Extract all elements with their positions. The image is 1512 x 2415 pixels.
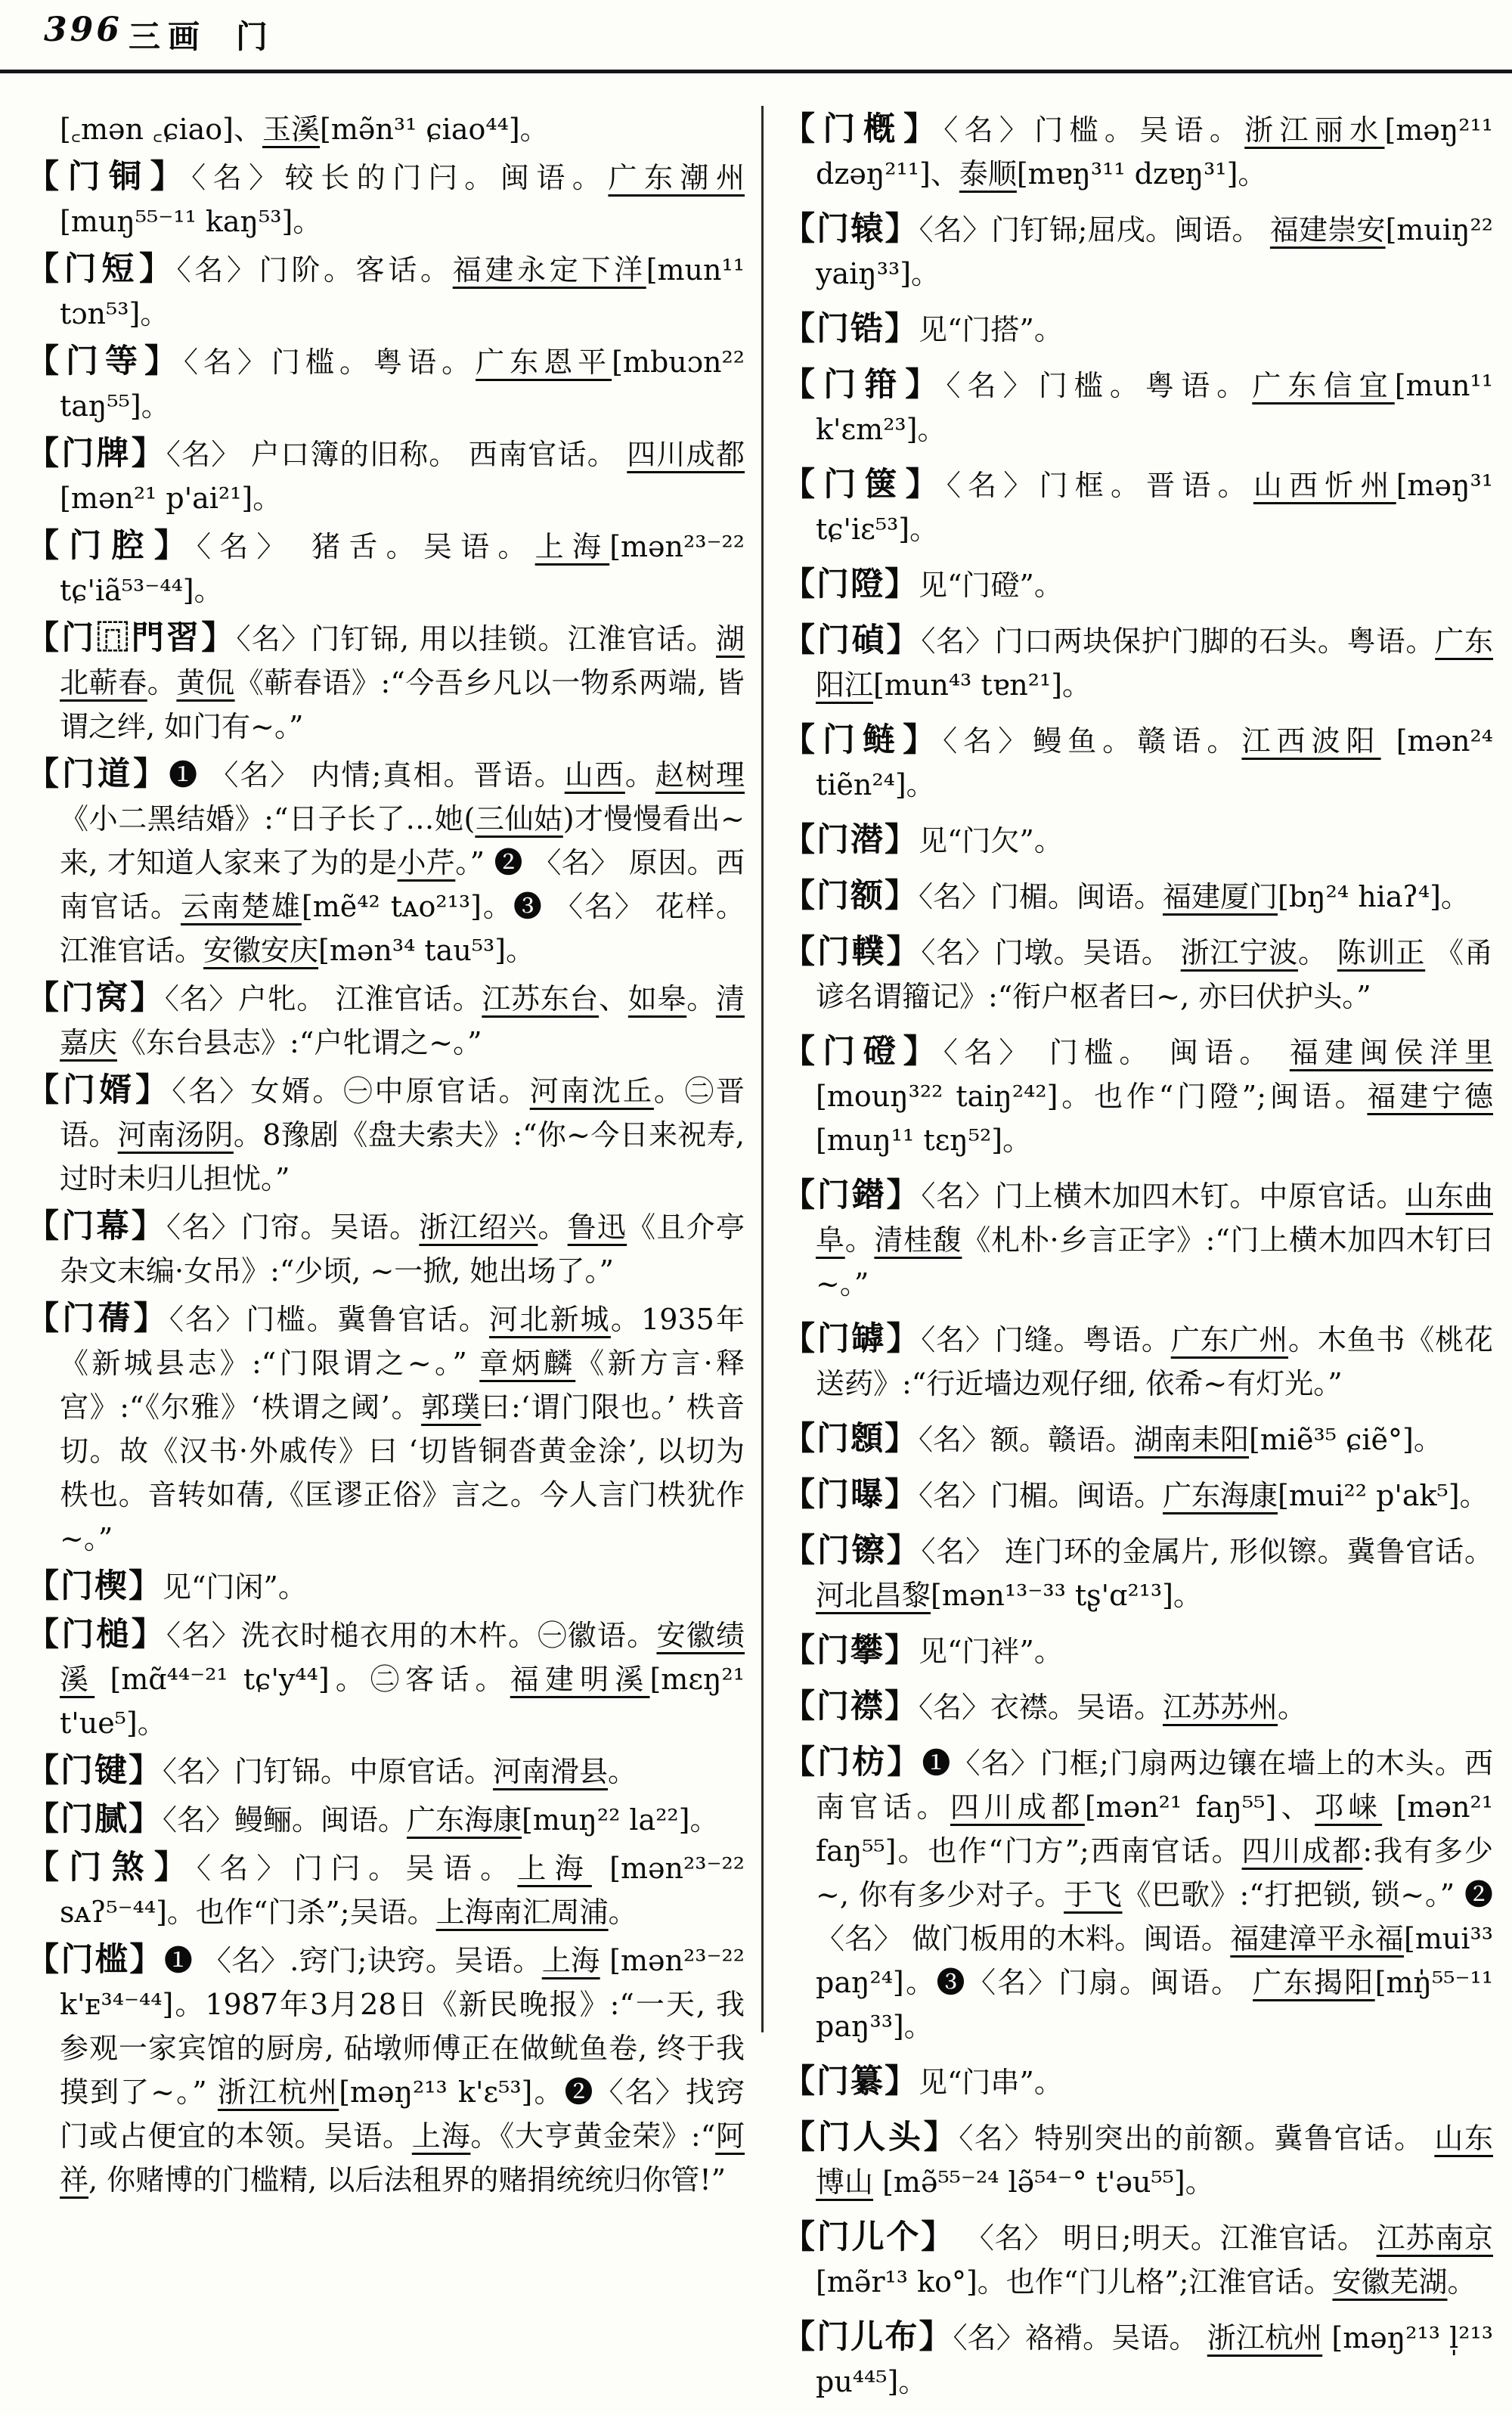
dictionary-entry [26, 155, 745, 243]
proper-name-underlined: 广东广州 [1170, 1323, 1289, 1356]
entry-text: 〈名〉 明日;明天。江淮官话。 [956, 2221, 1377, 2255]
entry-text: [muiŋ²² yaiŋ³³]。 [816, 213, 1493, 290]
entry-text: 〈名〉鳗鱼。赣语。 [943, 724, 1242, 758]
entry-text: 〈名〉门框。晋语。 [946, 469, 1253, 502]
proper-name-underlined: 山东博山 [816, 2122, 1493, 2199]
dictionary-entry [26, 1749, 745, 1793]
entry-headword: 【门蒨】 [26, 1300, 169, 1338]
entry-text: [mən²¹ faŋ⁵⁵]。也作“门方”;西南官话。 [816, 1790, 1493, 1868]
entry-text: 曰:‘谓门限也。’ 柣音切。故《汉书·外戚传》曰 ‘切皆铜沓黄金涂’, 以切为柣也。音转如蒨,《匡谬正俗》言之。今人言门柣犹作~。” [60, 1390, 745, 1555]
entry-text: [mŋ̍⁵⁵⁻¹¹ paŋ³³]。 [816, 1966, 1493, 2043]
dictionary-entry [782, 874, 1493, 919]
entry-text: 〈名〉 连门环的金属片, 形似镲。冀鲁官话。 [921, 1535, 1493, 1568]
entry-text: 见“门搭”。 [919, 313, 1063, 346]
entry-headword: 【门儿布】 [782, 2318, 953, 2356]
entry-text: [mən²¹ faŋ⁵⁵]、 [1084, 1790, 1315, 1824]
entry-text: 《小二黑结婚》:“日子长了…她( [60, 802, 476, 835]
dictionary-entry [26, 1938, 745, 2202]
proper-name-underlined: 浙江绍兴 [419, 1211, 538, 1244]
entry-headword: 【门轐】 [782, 933, 922, 971]
proper-name-underlined: 三仙姑 [475, 802, 563, 835]
entry-text: [mouŋ³²² taiŋ²⁴²]。也作“门隥”;闽语。 [816, 1080, 1368, 1113]
dictionary-entry [782, 2215, 1493, 2304]
entry-text: 。 [608, 1896, 637, 1929]
entry-headword: 【门辕】 [782, 210, 919, 248]
entry-text: 。 [608, 1755, 637, 1788]
entry-text: 〈名〉洗衣时槌衣用的木杵。㊀徽语。 [166, 1619, 657, 1652]
entry-headword: 【门窝】 [26, 979, 165, 1017]
entry-text: 〈名〉门钉铞。中原官话。 [163, 1755, 494, 1788]
entry-text: [mən²⁴ tiẽn²⁴]。 [816, 724, 1493, 801]
dictionary-entry [782, 307, 1493, 352]
proper-name-underlined: 福建闽侯洋里 [1289, 1036, 1493, 1069]
entry-text: 〈名〉门槛。粤语。 [946, 369, 1253, 402]
proper-name-underlined: 福建漳平永福 [1230, 1922, 1405, 1955]
entry-text: 。木鱼书《桃花送药》:“行近墙边观仔细, 依希~有灯光。” [816, 1323, 1493, 1400]
dictionary-entry [782, 1529, 1493, 1617]
entry-headword: 【门⿵門習】 [26, 619, 237, 657]
proper-name-underlined: 浙江杭州 [217, 2076, 339, 2109]
entry-text: 〈名〉户牝。 江淮官话。 [164, 982, 482, 1015]
dictionary-entry [26, 1564, 745, 1609]
proper-name-underlined: 广东恩平 [476, 346, 612, 379]
proper-name-underlined: 河北昌黎 [816, 1579, 931, 1612]
dictionary-entry [26, 432, 745, 520]
proper-name-underlined: 广东揭阳 [1253, 1966, 1375, 1999]
entry-text: 见“门串”。 [919, 2066, 1063, 2099]
entry-text: 。 [686, 982, 716, 1015]
entry-text: [mɐŋ³¹¹ dzɐŋ³¹]。 [1016, 157, 1267, 191]
proper-name-underlined: 山东曲阜 [816, 1180, 1493, 1257]
dictionary-entry [782, 1173, 1493, 1306]
entry-text: 〈名〉门闩。吴语。 [197, 1852, 518, 1885]
proper-name-underlined: 浙江宁波 [1180, 936, 1298, 969]
proper-name-underlined: 浙江丽水 [1244, 113, 1385, 147]
proper-name-underlined: 小芹 [397, 846, 456, 879]
dictionary-entry [782, 2315, 1493, 2404]
proper-name-underlined: 江西波阳 [1241, 724, 1381, 758]
proper-name-underlined: 云南楚雄 [180, 890, 302, 923]
entry-text: ❶ 〈名〉 内情;真相。晋语。 [169, 758, 565, 792]
entry-text: 《东台县志》:“户牝谓之~。” [117, 1026, 482, 1059]
entry-text: [mui²² p'ak⁵]。 [1278, 1479, 1489, 1512]
dictionary-entry [782, 930, 1493, 1018]
dictionary-entry [26, 752, 745, 972]
proper-name-underlined: 郭璞 [421, 1390, 482, 1424]
entry-headword: 【门纂】 [782, 2063, 919, 2100]
entry-text: 。8豫剧《盘夫索夫》:“你~今日来祝寿, 过时未归儿担忧。” [60, 1118, 745, 1195]
proper-name-underlined: 江苏南京 [1376, 2221, 1494, 2255]
entry-text: [mun¹¹ tɔn⁵³]。 [60, 253, 745, 330]
entry-text: :我有多少~, 你有多少对子。 [816, 1834, 1493, 1911]
entry-headword: 【门腻】 [26, 1800, 163, 1838]
entry-headword: 【门道】 [26, 755, 169, 793]
proper-name-underlined: 阿祥 [60, 2119, 745, 2196]
entry-headword: 【门人头】 [782, 2119, 959, 2156]
entry-text: 〈名〉门楣。闽语。 [919, 1479, 1163, 1512]
entry-text: 〈名〉 猪舌。吴语。 [197, 530, 535, 563]
entry-text: [mən²³⁻²² tɕ'iã⁵³⁻⁴⁴]。 [60, 530, 745, 607]
entry-text: 。㊁晋语。 [60, 1074, 745, 1152]
entry-text: 。 [538, 1211, 568, 1244]
entry-text: [mbuɔn²² taŋ⁵⁵]。 [60, 346, 745, 423]
entry-headword: 【门楔】 [26, 1567, 163, 1605]
column-divider [761, 106, 764, 2032]
entry-text: 〈名〉门槛。吴语。 [943, 113, 1245, 147]
entry-text: 。1935年《新城县志》:“门限谓之~。” [60, 1303, 745, 1380]
dictionary-entry [782, 1685, 1493, 1729]
entry-text: [mun¹¹ k'ɛm²³]。 [816, 369, 1493, 446]
entry-text: [mə̃⁵⁵⁻²⁴ lə̃⁵⁴⁻° t'əu⁵⁵]。 [873, 2165, 1214, 2199]
entry-headword: 【门鐟】 [782, 1176, 922, 1214]
entry-text: 〈名〉较长的门闩。闽语。 [191, 161, 609, 194]
entry-text: [muŋ¹¹ tɛŋ⁵²]。 [816, 1124, 1032, 1157]
entry-text: 〈名〉门帘。吴语。 [166, 1211, 420, 1244]
entry-text: [mən²¹ p'ai²¹]。 [60, 482, 282, 515]
dictionary-entry [782, 1629, 1493, 1673]
entry-text: 〈名〉门楣。闽语。 [919, 880, 1163, 913]
proper-name-underlined: 山西 [564, 758, 625, 792]
dictionary-entry [782, 2116, 1493, 2204]
entry-text: [mɛŋ²¹ t'ue⁵]。 [60, 1663, 745, 1740]
proper-name-underlined: 于飞 [1064, 1878, 1123, 1911]
entry-headword: 【门鲢】 [782, 721, 943, 759]
proper-name-underlined: 泰顺 [959, 157, 1017, 191]
dictionary-entry [26, 1846, 745, 1934]
dictionary-entry [782, 563, 1493, 607]
proper-name-underlined: 陈训正 [1337, 936, 1426, 969]
entry-text: , 你赌博的门槛精, 以后法租界的赌捐统统归你管!” [88, 2163, 727, 2196]
entry-text: 。 [147, 666, 177, 699]
entry-text: ❶ 〈名〉.窍门;诀窍。吴语。 [163, 1944, 542, 1977]
entry-headword: 【门攀】 [782, 1632, 919, 1669]
entry-text: 〈名〉门缝。粤语。 [921, 1323, 1171, 1356]
proper-name-underlined: 河南汤阴 [117, 1118, 234, 1152]
stroke-count-section: 三画 [129, 18, 208, 55]
proper-name-underlined: 河南滑县 [493, 1755, 609, 1788]
proper-name-underlined: 清嘉庆 [60, 982, 745, 1059]
entry-text: [mə̃r¹³ ko°]。也作“门儿格”;江淮官话。 [816, 2265, 1333, 2299]
proper-name-underlined: 玉溪 [262, 113, 321, 146]
dictionary-entry [782, 1030, 1493, 1162]
dictionary-entry [26, 1613, 745, 1745]
entry-headword: 【门婿】 [26, 1071, 172, 1109]
dictionary-entry [26, 247, 745, 336]
entry-text: 。 [1297, 936, 1337, 969]
entry-headword: 【门槪】 [782, 110, 944, 148]
entry-headword: 【门碵】 [782, 622, 922, 659]
entry-text: 《新方言·释宫》:“《尔雅》‘柣谓之阈’。 [60, 1347, 745, 1424]
dictionary-entry [782, 1317, 1493, 1406]
dictionary-entry [782, 463, 1493, 551]
entry-text: 见“门袢”。 [919, 1635, 1063, 1668]
entry-headword: 【门铜】 [26, 158, 192, 196]
entry-headword: 【门槌】 [26, 1616, 167, 1654]
entry-text: ❶〈名〉门框;门扇两边镶在墙上的木头。西南官话。 [816, 1747, 1494, 1824]
dictionary-entry [782, 618, 1493, 707]
dictionary-entry [782, 1741, 1493, 2048]
dictionary-entry [782, 818, 1493, 863]
entry-text: [mun⁴³ tɐn²¹]。 [873, 668, 1092, 702]
entry-text: [məŋ²¹¹ dzəŋ²¹¹]、 [816, 113, 1493, 191]
entry-text: 《蕲春语》:“今吾乡凡以一物系两端, 皆谓之绊, 如门有~。” [60, 666, 745, 743]
entry-text: 《札朴·乡言正字》:“门上横木加四木钉曰~。” [816, 1223, 1493, 1301]
entry-text: 〈名〉门槛。冀鲁官话。 [169, 1303, 490, 1336]
proper-name-underlined: 广东海康 [407, 1803, 522, 1837]
dictionary-entry [782, 1417, 1493, 1462]
proper-name-underlined: 河北新城 [489, 1303, 611, 1336]
entry-headword: 【门箝】 [782, 366, 947, 404]
proper-name-underlined: 山西忻州 [1253, 469, 1396, 502]
proper-name-underlined: 广东潮州 [608, 161, 745, 194]
left-column [26, 107, 745, 2206]
proper-name-underlined: 湖北蕲春 [60, 622, 745, 699]
entry-text: [mən¹³⁻³³ tʂ'ɑ²¹³]。 [931, 1579, 1202, 1612]
dictionary-entry [26, 107, 745, 151]
dictionary-entry [782, 718, 1493, 807]
proper-name-underlined: 江苏苏州 [1163, 1691, 1278, 1724]
entry-headword: 【门腔】 [26, 527, 197, 565]
entry-headword: 【门襟】 [782, 1688, 919, 1725]
entry-text: [məŋ³¹ tɕ'iɛ⁵³]。 [816, 469, 1493, 546]
entry-text: [mɑ̃⁴⁴⁻²¹ tɕ'y⁴⁴]。㊁客话。 [94, 1663, 510, 1696]
radical-header: 门 [236, 18, 268, 55]
proper-name-underlined: 福建永定下洋 [452, 253, 646, 287]
proper-name-underlined: 福建明溪 [510, 1663, 650, 1696]
entry-text: 〈名〉 户口簿的旧称。 西南官话。 [166, 438, 627, 471]
entry-headword: 【门额】 [782, 877, 919, 915]
entry-headword: 【门牌】 [26, 435, 166, 473]
proper-name-underlined: 章炳麟 [479, 1347, 576, 1380]
proper-name-underlined: 上海 [411, 2119, 471, 2153]
entry-headword: 【门镲】 [782, 1532, 922, 1570]
dictionary-entry [782, 1473, 1493, 1518]
entry-text: 见“门闲”。 [163, 1570, 307, 1604]
proper-name-underlined: 福建崇安 [1269, 213, 1386, 246]
entry-text: [muŋ⁵⁵⁻¹¹ kaŋ⁵³]。 [60, 205, 322, 238]
entry-headword: 【门箧】 [782, 466, 947, 504]
entry-text: [məŋ²¹³ l̩²¹³ pu⁴⁴⁵]。 [816, 2321, 1493, 2398]
proper-name-underlined: 四川成都 [627, 438, 745, 471]
proper-name-underlined: 广东海康 [1163, 1479, 1278, 1512]
entry-text: 。 [1447, 2265, 1476, 2299]
entry-text: 〈名〉 门槛。 闽语。 [943, 1036, 1290, 1069]
entry-text: 〈名〉门钉铞;屈戌。闽语。 [919, 213, 1270, 246]
dictionary-entry [26, 1204, 745, 1293]
dictionary-entry [26, 1297, 745, 1561]
entry-text: 〈名〉门钉铞, 用以挂锁。江淮官话。 [236, 622, 716, 656]
entry-headword: 【门等】 [26, 343, 184, 380]
entry-text: 《且介亭杂文末编·女吊》:“少顷, ~一掀, 她出场了。” [60, 1211, 745, 1288]
entry-text: [꜀mən ꜀ɕiao]、 [60, 113, 262, 146]
entry-text: [mən³⁴ tau⁵³]。 [318, 934, 535, 967]
entry-text: 。《大亨黄金荣》:“ [470, 2119, 716, 2153]
entry-text: 、 [599, 982, 628, 1015]
entry-headword: 【门短】 [26, 250, 177, 288]
entry-text: 〈名〉门口两块保护门脚的石头。粤语。 [921, 625, 1436, 658]
entry-text: [mə̃n³¹ ɕiao⁴⁴]。 [320, 113, 549, 146]
entry-headword: 【门曝】 [782, 1476, 919, 1514]
entry-text: 。” ❷ 〈名〉 原因。西南官话。 [60, 846, 745, 923]
entry-text: [mən²³⁻²² k'ᴇ³⁴⁻⁴⁴]。1987年3月28日《新民晚报》:“一天, 我参观一家宾馆的厨房, 砧墩师傅正在做鱿鱼卷, 终于我摸到了~。” [60, 1944, 745, 2109]
proper-name-underlined: 福建宁德 [1367, 1080, 1493, 1113]
proper-name-underlined: 安徽芜湖 [1332, 2265, 1448, 2299]
dictionary-entry [26, 1797, 745, 1842]
entry-headword: 【门儿个】 [782, 2218, 956, 2256]
entry-headword: 【门隥】 [782, 566, 919, 603]
entry-text: 〈名〉女婿。㊀中原官话。 [172, 1074, 530, 1108]
entry-headword: 【门罅】 [782, 1320, 922, 1358]
entry-headword: 【门顖】 [782, 1420, 919, 1458]
proper-name-underlined: 赵树理 [655, 758, 745, 792]
entry-text: 见“门欠”。 [919, 824, 1063, 857]
entry-text: 《巴歌》:“打把锁, 锁~。” ❷〈名〉 做门板用的木料。闽语。 [816, 1878, 1493, 1955]
entry-text: )才慢慢看出~来, 才知道人家来了为的是 [60, 802, 745, 879]
proper-name-underlined: 鲁迅 [567, 1211, 627, 1244]
right-column [782, 107, 1493, 2415]
dictionary-entry [26, 339, 745, 428]
proper-name-underlined: 河南沈丘 [529, 1074, 654, 1108]
entry-text: 。 [624, 758, 655, 792]
entry-text: 〈名〉门墩。吴语。 [921, 936, 1181, 969]
proper-name-underlined: 福建厦门 [1163, 880, 1278, 913]
proper-name-underlined: 江苏东台 [482, 982, 600, 1015]
entry-text: 〈名〉袼褙。吴语。 [953, 2321, 1207, 2355]
dictionary-entry [782, 107, 1493, 196]
entry-text: 〈名〉额。赣语。 [919, 1423, 1135, 1456]
entry-text: 见“门磴”。 [919, 569, 1063, 602]
entry-text: [miẽ³⁵ ɕiẽ°]。 [1249, 1423, 1442, 1456]
entry-text: 〈名〉鳗鲡。闽语。 [163, 1803, 407, 1837]
entry-headword: 【门潜】 [782, 821, 919, 859]
entry-text: 〈名〉衣襟。吴语。 [919, 1691, 1163, 1724]
entry-text: 〈名〉特别突出的前额。冀鲁官话。 [959, 2122, 1435, 2155]
entry-headword: 【门槛】 [26, 1941, 164, 1979]
dictionary-entry [782, 207, 1493, 296]
entry-text: [muŋ²² la²²]。 [522, 1803, 719, 1837]
entry-text: 《甬谚名谓籀记》:“衔户枢者曰~, 亦曰伏护头。” [816, 936, 1493, 1013]
proper-name-underlined: 四川成都 [1241, 1834, 1363, 1868]
entry-text: 〈名〉门上横木加四木钉。中原官话。 [921, 1180, 1406, 1213]
entry-text: 〈名〉门槛。粤语。 [184, 346, 476, 379]
page-number: 396 [44, 11, 122, 49]
proper-name-underlined: 上海 [541, 1944, 600, 1977]
entry-text: [mẽ⁴² tᴀo²¹³]。❸ 〈名〉 花样。江淮官话。 [60, 890, 745, 967]
entry-headword: 【门键】 [26, 1752, 163, 1790]
entry-headword: 【门锆】 [782, 310, 919, 348]
dictionary-entry [26, 1068, 745, 1201]
entry-headword: 【门枋】 [782, 1744, 922, 1781]
proper-name-underlined: 上海南汇周浦 [435, 1896, 609, 1929]
entry-text: 。 [1278, 1691, 1307, 1724]
proper-name-underlined: 广东阳江 [816, 625, 1493, 702]
proper-name-underlined: 安徽安庆 [203, 934, 319, 967]
proper-name-underlined: 上海 [517, 1852, 592, 1885]
proper-name-underlined: 湖南耒阳 [1134, 1423, 1250, 1456]
proper-name-underlined: 浙江杭州 [1207, 2321, 1323, 2355]
dictionary-entry [782, 2060, 1493, 2104]
proper-name-underlined: 安徽绩溪 [60, 1619, 745, 1696]
entry-headword: 【门煞】 [26, 1849, 197, 1886]
proper-name-underlined: 黄侃 [176, 666, 235, 699]
proper-name-underlined: 四川成都 [950, 1790, 1085, 1824]
dictionary-entry [26, 524, 745, 612]
header-rule [0, 70, 1512, 73]
proper-name-underlined: 邛崃 [1315, 1790, 1383, 1824]
entry-text: [mui³³ paŋ²⁴]。❸〈名〉门扇。闽语。 [816, 1922, 1493, 1999]
dictionary-entry [782, 363, 1493, 451]
entry-headword: 【门幕】 [26, 1208, 167, 1245]
proper-name-underlined: 上海 [534, 530, 610, 563]
proper-name-underlined: 清桂馥 [874, 1223, 962, 1257]
entry-text: 。 [844, 1223, 875, 1257]
entry-headword: 【门磴】 [782, 1033, 943, 1071]
dictionary-entry [26, 616, 745, 749]
entry-text: [məŋ²¹³ k'ɛ⁵³]。❷〈名〉找窍门或占便宜的本领。吴语。 [60, 2076, 745, 2153]
dictionary-entry [26, 976, 745, 1065]
proper-name-underlined: 广东信宜 [1252, 369, 1395, 402]
entry-text: 〈名〉门阶。客话。 [176, 253, 453, 287]
entry-text: [mən²³⁻²² sᴀʔ⁵⁻⁴⁴]。也作“门杀”;吴语。 [60, 1852, 745, 1929]
proper-name-underlined: 如皋 [627, 982, 687, 1015]
entry-text: [bŋ²⁴ hiaʔ⁴]。 [1278, 880, 1470, 913]
